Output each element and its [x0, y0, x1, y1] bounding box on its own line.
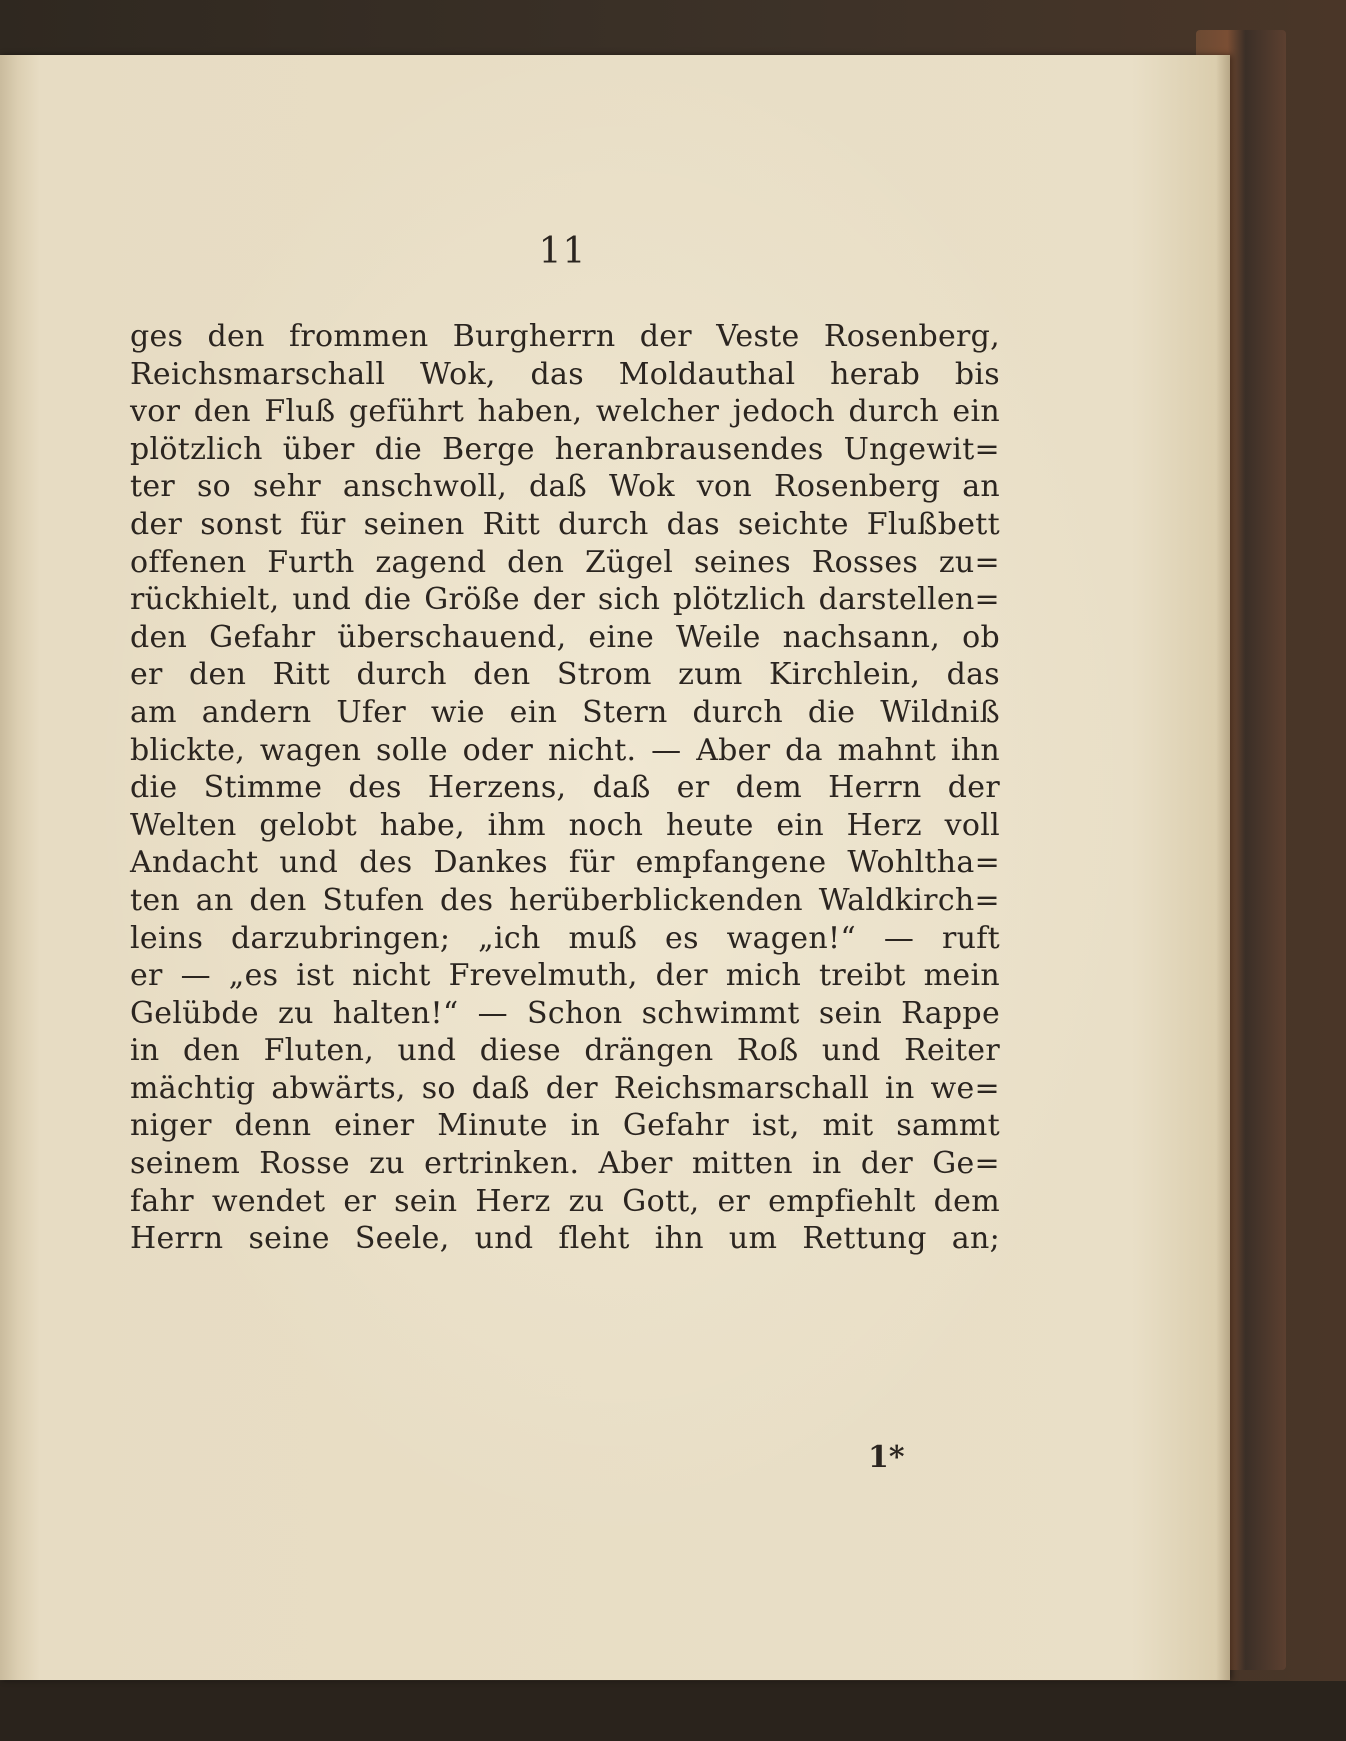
body-text	[130, 318, 1000, 1258]
text-line: in den Fluten, und diese drängen Roß und Reiter	[130, 1033, 1000, 1069]
signature-mark: 1*	[868, 1440, 905, 1475]
text-line: rückhielt, und die Größe der sich plötzlich darstellen=	[130, 582, 1000, 618]
text-line: Welten gelobt habe, ihm noch heute ein Herz voll	[130, 807, 1000, 843]
text-line: die Stimme des Herzens, daß er dem Herrn der	[130, 770, 1000, 806]
text-line: fahr wendet er sein Herz zu Gott, er empfiehlt dem	[130, 1183, 1000, 1219]
text-line: offenen Furth zagend den Zügel seines Rosses zu=	[130, 544, 1000, 580]
text-line: leins darzubringen; „ich muß es wagen!“ — ruft	[130, 920, 1000, 956]
book-page	[0, 55, 1230, 1680]
text-line: ges den frommen Burgherrn der Veste Rosenberg,	[130, 319, 1000, 354]
text-line: am andern Ufer wie ein Stern durch die Wildniß	[130, 694, 1000, 730]
text-line: mächtig abwärts, so daß der Reichsmarschall in we=	[130, 1070, 1000, 1106]
page-number: 11	[538, 231, 587, 272]
text-line: seinem Rosse zu ertrinken. Aber mitten in der Ge=	[130, 1146, 1000, 1182]
text-line: Herrn seine Seele, und fleht ihn um Rettung an;	[130, 1221, 1000, 1257]
text-line: ten an den Stufen des herüberblickenden Waldkirch=	[130, 882, 1000, 918]
text-line: vor den Fluß geführt haben, welcher jedoch durch ein	[130, 394, 1000, 430]
page-edge-shadow	[1216, 55, 1230, 1680]
text-line: blickte, wagen solle oder nicht. — Aber da mahnt ihn	[130, 732, 1000, 768]
text-line: er den Ritt durch den Strom zum Kirchlein, das	[130, 657, 1000, 693]
text-line: der sonst für seinen Ritt durch das seichte Flußbett	[130, 506, 1000, 542]
text-line: Gelübde zu halten!“ — Schon schwimmt sein Rappe	[130, 995, 1000, 1031]
text-line: den Gefahr überschauend, eine Weile nachsann, ob	[130, 619, 1000, 655]
text-line: Andacht und des Dankes für empfangene Wohltha=	[130, 845, 1000, 881]
text-line: ter so sehr anschwoll, daß Wok von Rosenberg an	[130, 469, 1000, 505]
text-line: er — „es ist nicht Frevelmuth, der mich treibt mein	[130, 958, 1000, 994]
text-line: Reichsmarschall Wok, das Moldauthal herab bis	[130, 356, 1000, 392]
book-cover-bottom	[0, 1681, 1346, 1741]
text-line: plötzlich über die Berge heranbrausendes Ungewit=	[130, 431, 1000, 467]
text-line: niger denn einer Minute in Gefahr ist, mit sammt	[130, 1108, 1000, 1144]
